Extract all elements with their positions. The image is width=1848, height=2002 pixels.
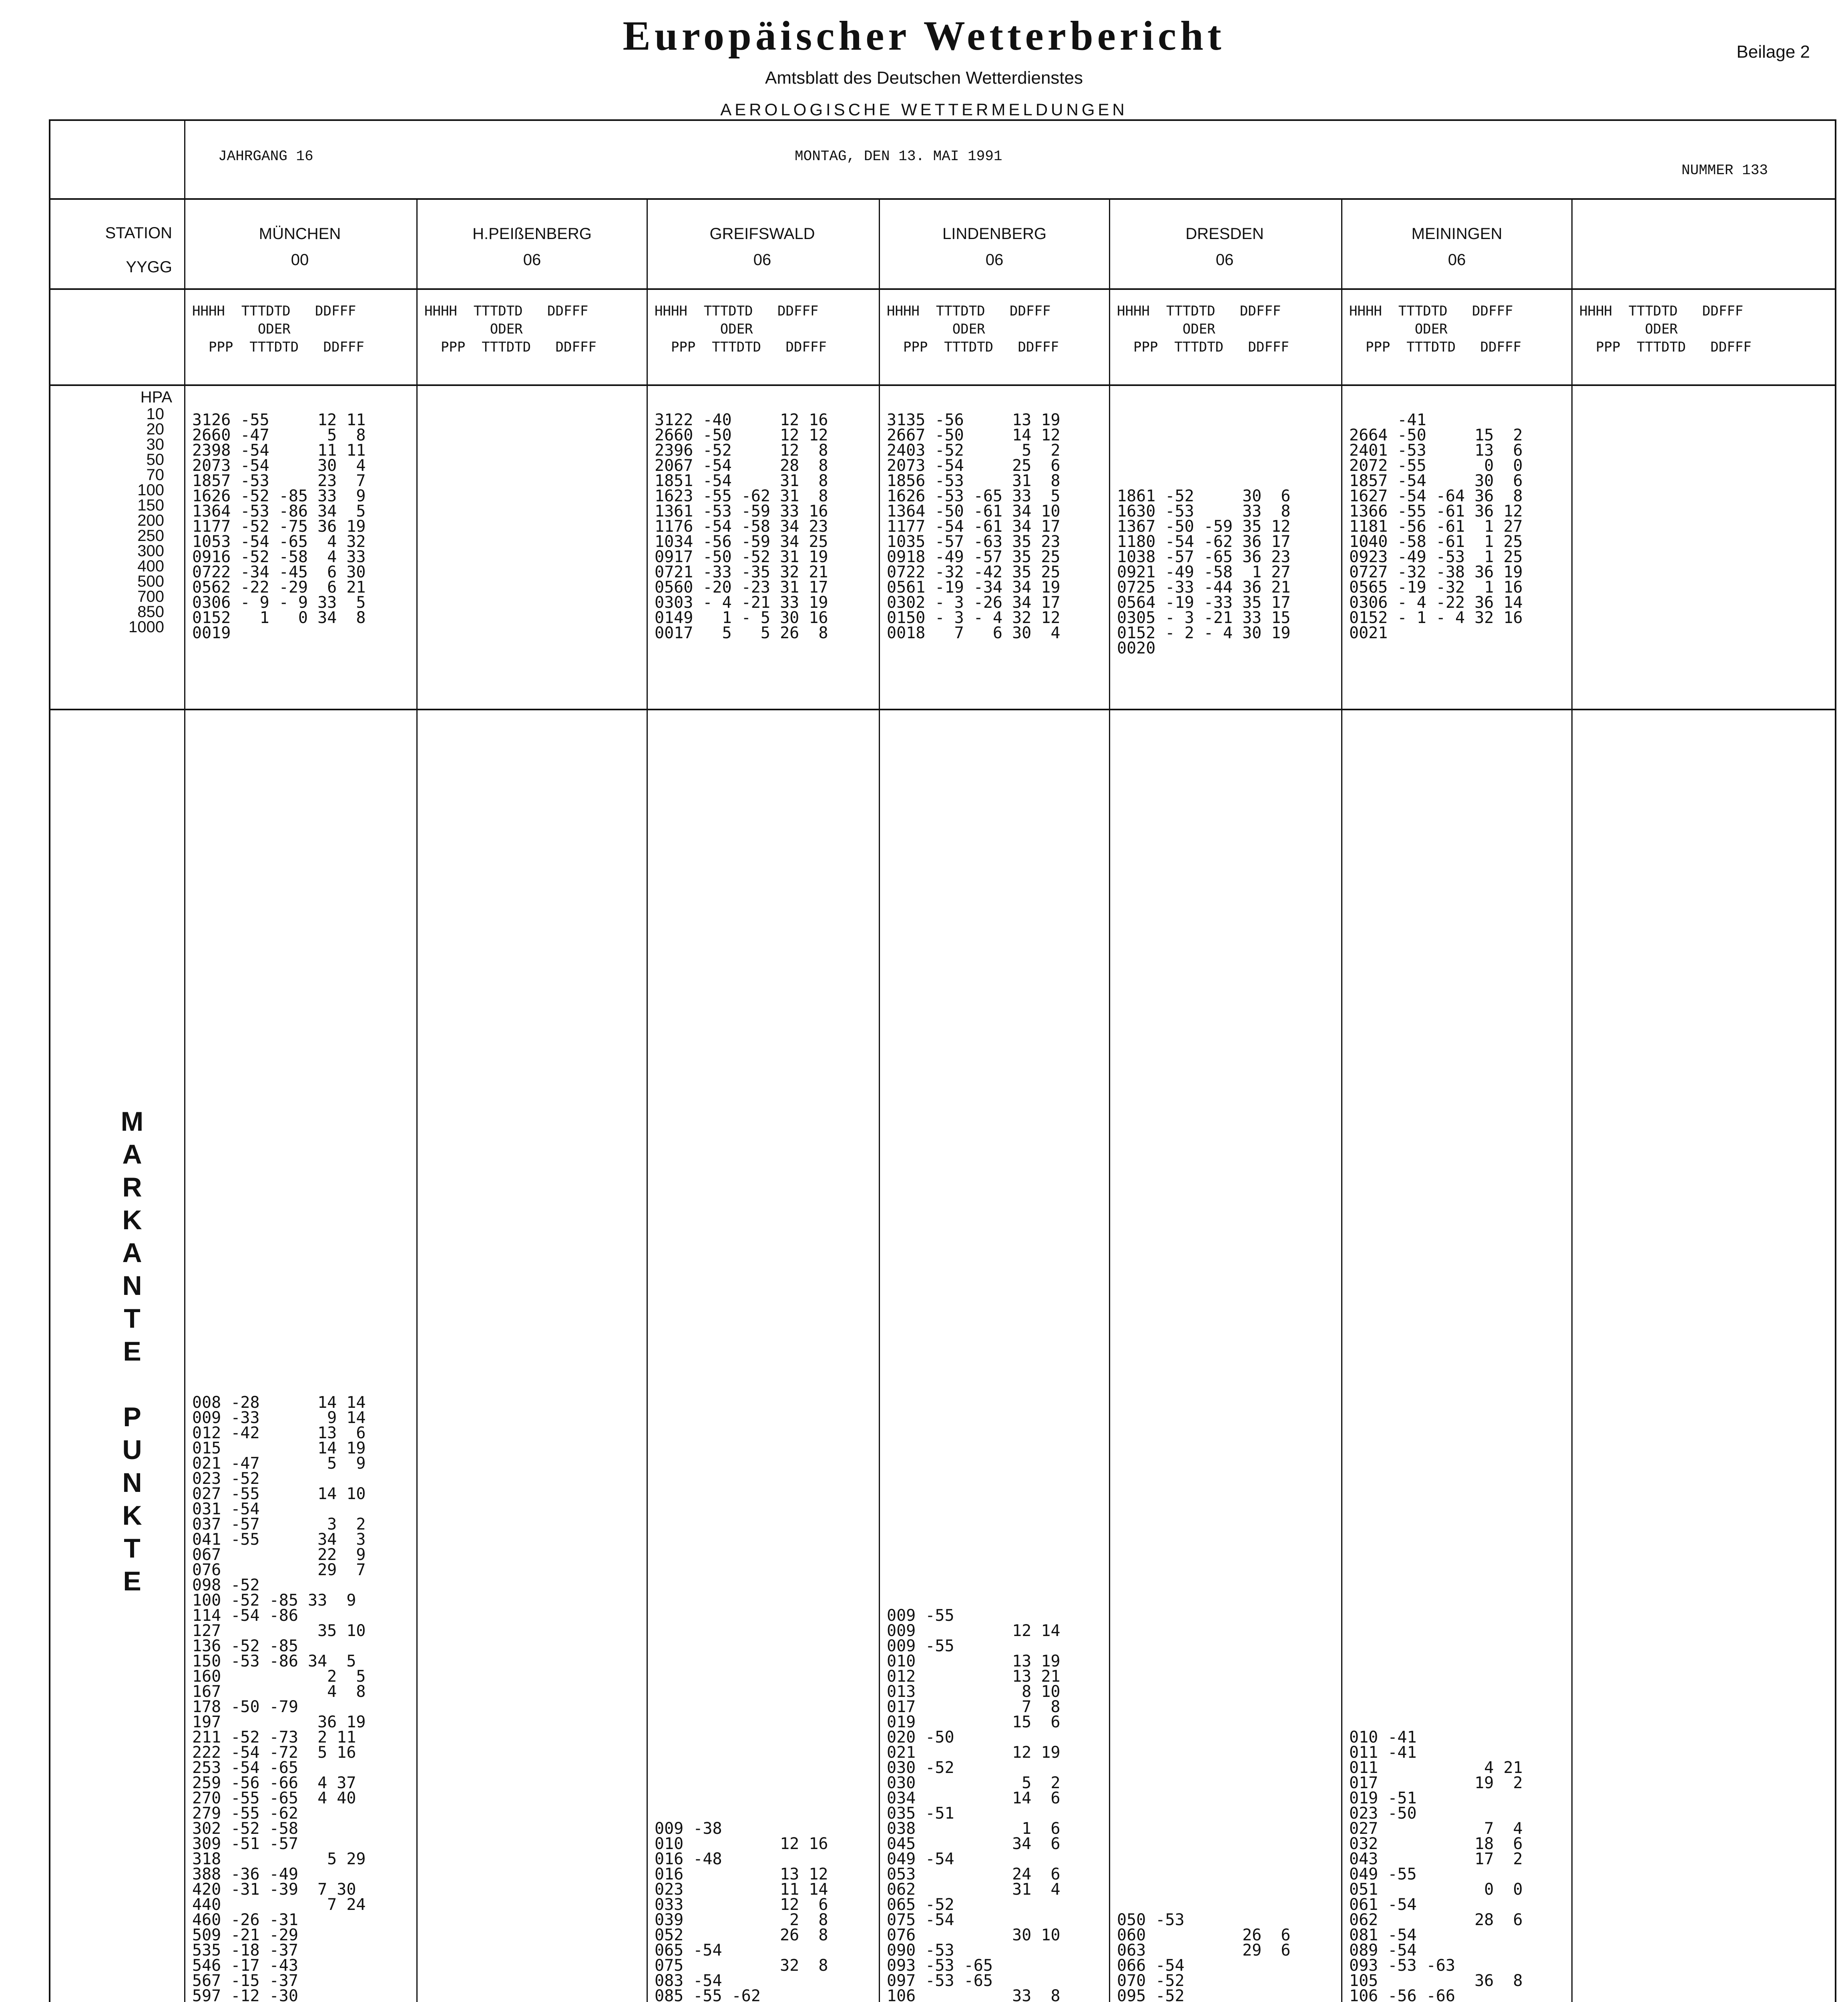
- station-name: GREIFSWALD: [709, 225, 815, 243]
- pressure-level: 70: [146, 466, 164, 484]
- column-header: HHHH TTTDTD DDFFF: [192, 303, 356, 319]
- markante-punkte-label: [120, 1105, 144, 1598]
- markante-punkte-letter: N: [122, 1270, 142, 1301]
- col-rule: [1341, 198, 1342, 2002]
- column-header: PPP TTTDTD DDFFF: [1117, 339, 1289, 355]
- rule: [49, 709, 1836, 710]
- pressure-level: 150: [137, 496, 164, 514]
- col-rule: [1109, 198, 1110, 2002]
- pressure-level: 850: [137, 603, 164, 621]
- station-name: MÜNCHEN: [259, 225, 341, 243]
- column-header: PPP TTTDTD DDFFF: [1579, 339, 1752, 355]
- standard-levels-data: 3135 -56 13 19 2667 -50 14 12 2403 -52 5 2 2073 -54 25 6 1856 -53 31 8 1626 -53 -65 33 5 1364 -50 -61 34 10 1177 -54 -61 34 17 1035 -57 -63 35 23 0918 -49 -57 35 25 0722 -32 -42 35 25 0561 -19 -34 34 19 0302 - 3 -26 34 17 0150 - 3 - 4 32 12 0018 7 6 30 4: [887, 411, 1061, 642]
- markante-punkte-letter: A: [122, 1139, 142, 1170]
- col-rule: [879, 198, 880, 2002]
- issue-date: MONTAG, DEN 13. MAI 1991: [795, 148, 1002, 165]
- pressure-level: 50: [146, 451, 164, 468]
- col-rule: [184, 119, 185, 2002]
- station-label: STATION: [105, 224, 172, 242]
- column-header: HHHH TTTDTD DDFFF: [1349, 303, 1513, 319]
- column-header: ODER: [887, 321, 985, 337]
- standard-levels-data: 1861 -52 30 6 1630 -53 33 8 1367 -50 -59 35 12 1180 -54 -62 36 17 1038 -57 -65 36 23 0921 -49 -58 1 27 0725 -33 -44 36 21 0564 -19 -33 35 17 0305 - 3 -21 33 15 0152 - 2 - 4 30 19 0020: [1117, 487, 1291, 657]
- pressure-level: 30: [146, 436, 164, 453]
- station-yygg: 06: [985, 251, 1004, 269]
- col-rule: [647, 198, 648, 2002]
- pressure-level: 1000: [129, 618, 164, 636]
- volume-label: JAHRGANG 16: [218, 148, 313, 165]
- column-header: HHHH TTTDTD DDFFF: [1117, 303, 1281, 319]
- markante-punkte-letter: M: [121, 1106, 144, 1137]
- pressure-level: 100: [137, 481, 164, 499]
- station-name: DRESDEN: [1185, 225, 1264, 243]
- column-header: ODER: [1579, 321, 1678, 337]
- significant-points-data: 008 -28 14 14 009 -33 9 14 012 -42 13 6 015 14 19 021 -47 5 9 023 -52 027 -55 14 10 031 -54 037 -57 3 2 041 -55 34 3 067 22 9 076 29 7 098 -52 100 -52 -85 33 9 114 -54 -86 127 35 10 136 -52 -85 150 -53 -86 34 5 160 2 5 167 4 8 178 -50 -79 197 36 19 211 -52 -73 2 11 222 -54 -72 5 16 253 -54 -65 259 -56 -66 4 37 270 -55 -65 4 40 279 -55 -62 302 -52 -58 309 -51 -57 318 5 29 388 -36 -49 420 -31 -39 7 30 440 7 24 460 -26 -31 509 -21 -29 535 -18 -37 546 -17 -43 567 -15 -37 597 -12 -30: [192, 1393, 366, 2002]
- page-title: Europäischer Wetterbericht: [623, 13, 1225, 59]
- pressure-level: 10: [146, 405, 164, 423]
- markante-punkte-letter: E: [123, 1566, 141, 1596]
- rule: [49, 198, 1836, 200]
- column-header: PPP TTTDTD DDFFF: [887, 339, 1059, 355]
- pressure-level: 700: [137, 588, 164, 605]
- station-name: LINDENBERG: [942, 225, 1047, 243]
- column-header: ODER: [1117, 321, 1215, 337]
- column-header: ODER: [655, 321, 753, 337]
- pressure-level: 200: [137, 512, 164, 529]
- pressure-level: 400: [137, 557, 164, 575]
- column-header: ODER: [424, 321, 523, 337]
- station-yygg: 06: [523, 251, 541, 269]
- station-name: MEININGEN: [1411, 225, 1503, 243]
- rule: [49, 384, 1836, 386]
- pressure-level: 250: [137, 527, 164, 545]
- markante-punkte-letter: U: [122, 1435, 142, 1465]
- markante-punkte-letter: [120, 1368, 144, 1401]
- markante-punkte-letter: N: [122, 1467, 142, 1498]
- supplement-label: Beilage 2: [1736, 42, 1810, 62]
- station-yygg: 06: [1215, 251, 1234, 269]
- station-name: H.PEIßENBERG: [472, 225, 592, 243]
- pressure-level: 300: [137, 542, 164, 560]
- significant-points-data: 050 -53 060 26 6 063 29 6 066 -54 070 -52 095 -52: [1117, 1911, 1291, 2002]
- column-header: PPP TTTDTD DDFFF: [192, 339, 364, 355]
- column-header: HHHH TTTDTD DDFFF: [887, 303, 1051, 319]
- pressure-level: 500: [137, 573, 164, 590]
- station-yygg: 06: [1448, 251, 1466, 269]
- column-header: PPP TTTDTD DDFFF: [1349, 339, 1521, 355]
- markante-punkte-letter: P: [123, 1402, 141, 1432]
- column-header: HHHH TTTDTD DDFFF: [424, 303, 589, 319]
- standard-levels-data: 3122 -40 12 16 2660 -50 12 12 2396 -52 12 8 2067 -54 28 8 1851 -54 31 8 1623 -55 -62 31 8 1361 -53 -59 33 16 1176 -54 -58 34 23 1034 -56 -59 34 25 0917 -50 -52 31 19 0721 -33 -35 32 21 0560 -20 -23 31 17 0303 - 4 -21 33 19 0149 1 - 5 30 16 0017 5 5 26 8: [655, 411, 828, 642]
- station-yygg: 00: [291, 251, 309, 269]
- significant-points-data: 010 -41 011 -41 011 4 21 017 19 2 019 -51 023 -50 027 7 4 032 18 6 043 17 2 049 -55 051 0 0 061 -54 062 28 6 081 -54 089 -54 093 -53 -63 105 36 8 106 -56 -66: [1349, 1728, 1523, 2002]
- column-header: HHHH TTTDTD DDFFF: [1579, 303, 1744, 319]
- section-title: AEROLOGISCHE WETTERMELDUNGEN: [720, 100, 1128, 119]
- pressure-level: 20: [146, 420, 164, 438]
- markante-punkte-letter: K: [122, 1500, 142, 1531]
- hpa-label: HPA: [140, 388, 172, 406]
- markante-punkte-letter: T: [124, 1303, 141, 1334]
- markante-punkte-letter: R: [122, 1172, 142, 1202]
- col-rule: [416, 198, 418, 2002]
- issue-number: NUMMER 133: [1681, 162, 1768, 179]
- column-header: PPP TTTDTD DDFFF: [655, 339, 827, 355]
- column-header: HHHH TTTDTD DDFFF: [655, 303, 819, 319]
- significant-points-data: 009 -38 010 12 16 016 -48 016 13 12 023 11 14 033 12 6 039 2 8 052 26 8 065 -54 075 32 8 083 -54 085 -55 -62: [655, 1819, 828, 2002]
- standard-levels-data: -41 2664 -50 15 2 2401 -53 13 6 2072 -55 0 0 1857 -54 30 6 1627 -54 -64 36 8 1366 -55 -61 36 12 1181 -56 -61 1 27 1040 -58 -61 1 25 0923 -49 -53 1 25 0727 -32 -38 36 19 0565 -19 -32 1 16 0306 - 4 -22 36 14 0152 - 1 - 4 32 16 0021: [1349, 411, 1523, 642]
- page-subtitle: Amtsblatt des Deutschen Wetterdienstes: [765, 68, 1083, 88]
- significant-points-data: 009 -55 009 12 14 009 -55 010 13 19 012 13 21 013 8 10 017 7 8 019 15 6 020 -50 021 12 19 030 -52 030 5 2 034 14 6 035 -51 038 1 6 045 34 6 049 -54 053 24 6 062 31 4 065 -52 075 -54 076 30 10 090 -53 093 -53 -65 097 -53 -65 106 33 8: [887, 1606, 1061, 2002]
- rule: [49, 288, 1836, 290]
- markante-punkte-letter: A: [122, 1238, 142, 1268]
- column-header: ODER: [1349, 321, 1448, 337]
- col-rule: [1571, 198, 1573, 2002]
- yygg-label: YYGG: [126, 258, 172, 276]
- column-header: PPP TTTDTD DDFFF: [424, 339, 597, 355]
- markante-punkte-letter: K: [122, 1205, 142, 1235]
- standard-levels-data: 3126 -55 12 11 2660 -47 5 8 2398 -54 11 11 2073 -54 30 4 1857 -53 23 7 1626 -52 -85 33 9 1364 -53 -86 34 5 1177 -52 -75 36 19 1053 -54 -65 4 32 0916 -52 -58 4 33 0722 -34 -45 6 30 0562 -22 -29 6 21 0306 - 9 - 9 33 5 0152 1 0 34 8 0019: [192, 411, 366, 642]
- markante-punkte-letter: T: [124, 1533, 141, 1564]
- markante-punkte-letter: E: [123, 1336, 141, 1367]
- station-yygg: 06: [753, 251, 771, 269]
- column-header: ODER: [192, 321, 291, 337]
